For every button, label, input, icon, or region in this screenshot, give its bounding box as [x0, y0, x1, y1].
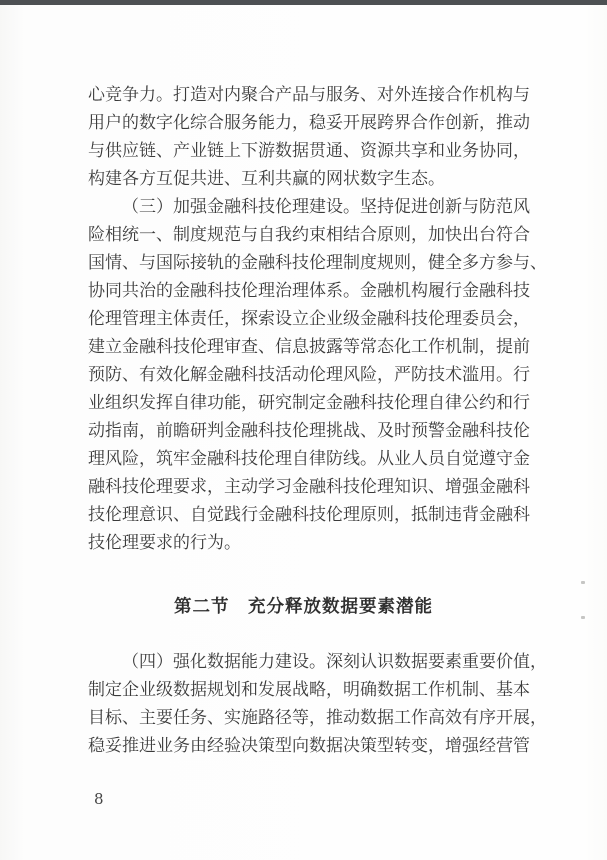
text-line: 融科技伦理要求，主动学习金融科技伦理知识、增强金融科: [88, 477, 530, 497]
text-line: 制定企业级数据规划和发展战略，明确数据工作机制、基本: [88, 680, 530, 700]
text-line: 预防、有效化解金融科技活动伦理风险，严防技术滥用。行: [88, 365, 530, 385]
text-line: 技伦理意识、自觉践行金融科技伦理原则，抵制违背金融科: [88, 505, 530, 525]
text-line: 技伦理要求的行为。: [88, 533, 241, 553]
text-line: 协同共治的金融科技伦理治理体系。金融机构履行金融科技: [88, 281, 530, 301]
text-line: 目标、主要任务、实施路径等，推动数据工作高效有序开展，: [88, 708, 547, 728]
scan-edge-artifact: [0, 0, 607, 5]
text-line: 业组织发挥自律功能，研究制定金融科技伦理自律公约和行: [88, 393, 530, 413]
scan-speck: [581, 616, 585, 619]
text-line: 险相统一、制度规范与自我约束相结合原则，加快出台符合: [88, 225, 530, 245]
page-number: 8: [94, 790, 104, 808]
text-line: 心竞争力。打造对内聚合产品与服务、对外连接合作机构与: [88, 85, 530, 105]
scan-speck: [581, 581, 585, 584]
text-line: 伦理管理主体责任，探索设立企业级金融科技伦理委员会，: [88, 309, 530, 329]
body-text-column: [88, 81, 547, 760]
text-line: 动指南，前瞻研判金融科技伦理挑战、及时预警金融科技伦: [88, 421, 530, 441]
text-line: 稳妥推进业务由经验决策型向数据决策型转变，增强经营管: [88, 736, 530, 756]
text-line: 理风险，筑牢金融科技伦理自律防线。从业人员自觉遵守金: [88, 449, 530, 469]
text-line: 与供应链、产业链上下游数据贯通、资源共享和业务协同，: [88, 141, 530, 161]
text-line: 建立金融科技伦理审查、信息披露等常态化工作机制，提前: [88, 337, 530, 357]
text-line: （三）加强金融科技伦理建设。坚持促进创新与防范风: [122, 197, 530, 217]
text-line: 国情、与国际接轨的金融科技伦理制度规则，健全多方参与、: [88, 253, 547, 273]
text-line: 用户的数字化综合服务能力，稳妥开展跨界合作创新，推动: [88, 113, 530, 133]
text-line: （四）强化数据能力建设。深刻认识数据要素重要价值，: [122, 652, 547, 672]
section-heading: 第二节 充分释放数据要素潜能: [174, 597, 433, 617]
text-line: 构建各方互促共进、互利共赢的网状数字生态。: [88, 169, 445, 189]
